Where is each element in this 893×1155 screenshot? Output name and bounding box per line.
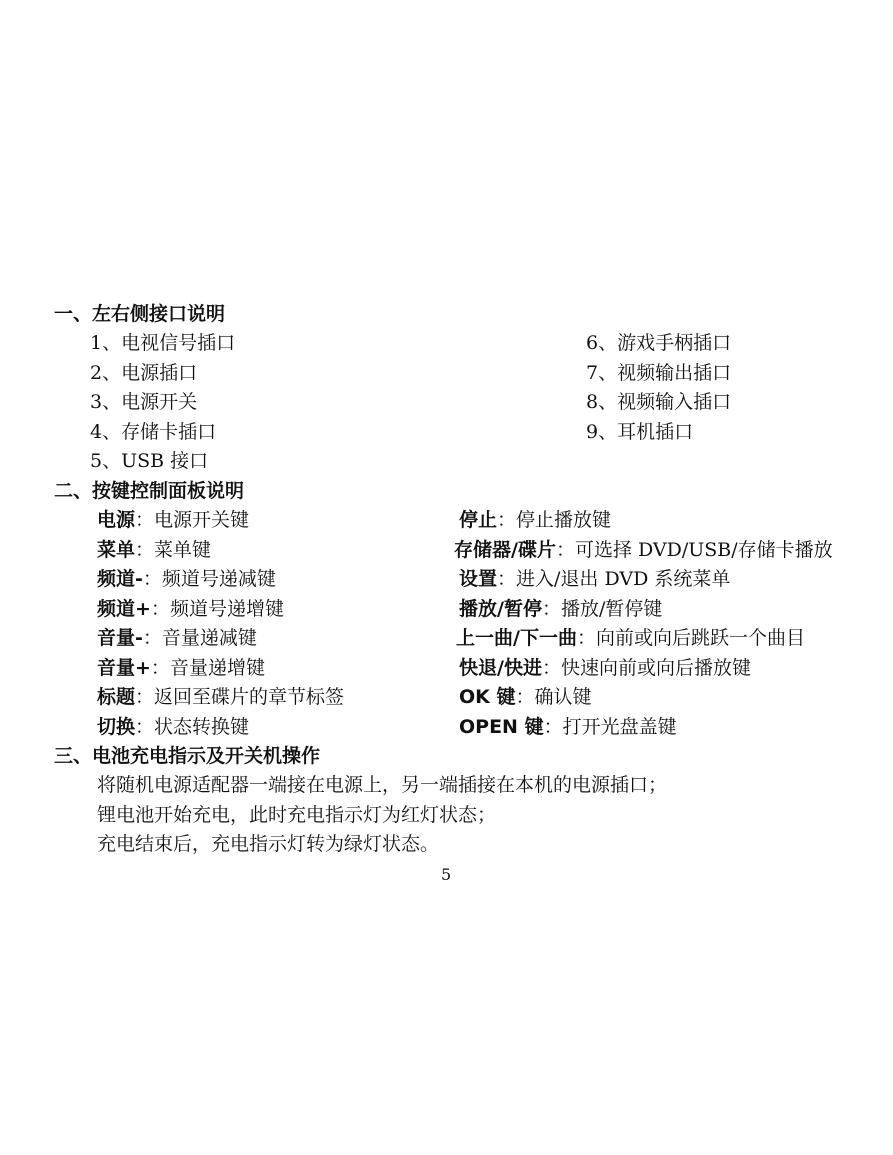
- key-label: 切换: [97, 716, 136, 738]
- port-item-9: 9、耳机插口: [586, 421, 694, 443]
- key-desc: 菜单键: [154, 539, 212, 561]
- port-item-6: 6、游戏手柄插口: [586, 332, 732, 354]
- key-label: OK 键: [459, 686, 516, 708]
- key-desc: 打开光盘盖键: [562, 716, 677, 738]
- key-label: 播放/暂停: [459, 598, 542, 620]
- key-desc: 返回至碟片的章节标签: [154, 686, 345, 708]
- key-sep: ：: [142, 627, 162, 649]
- key-sep: ：: [135, 539, 155, 561]
- charging-line-2: 锂电池开始充电，此时充电指示灯为红灯状态；: [97, 804, 497, 826]
- section3-heading: 三、电池充电指示及开关机操作: [54, 745, 321, 767]
- key-sep: ：: [541, 598, 561, 620]
- key-sep: ：: [150, 598, 170, 620]
- key-label: 电源: [97, 509, 136, 531]
- port-item-3: 3、电源开关: [90, 391, 198, 413]
- key-row: [459, 713, 677, 743]
- key-sep: ：: [142, 568, 162, 590]
- key-desc: 快速向前或向后播放键: [560, 657, 751, 679]
- key-row: [97, 595, 284, 625]
- page-number: 5: [441, 865, 452, 884]
- key-desc: 可选择 DVD/USB/存储卡播放: [574, 539, 833, 561]
- key-label: 标题: [97, 686, 136, 708]
- key-sep: ：: [543, 716, 563, 738]
- key-row: [459, 683, 592, 713]
- key-label: 频道-: [97, 568, 143, 590]
- key-row: [459, 595, 662, 625]
- key-desc: 频道号递减键: [161, 568, 276, 590]
- key-label: 菜单: [97, 539, 136, 561]
- key-sep: ：: [135, 716, 155, 738]
- port-item-1: 1、电视信号插口: [90, 332, 236, 354]
- key-desc: 状态转换键: [154, 716, 250, 738]
- key-desc: 停止播放键: [516, 509, 612, 531]
- key-sep: ：: [135, 509, 155, 531]
- key-sep: ：: [150, 657, 170, 679]
- key-row: [97, 536, 211, 566]
- key-row: [459, 565, 730, 595]
- key-desc: 进入/退出 DVD 系统菜单: [516, 568, 731, 590]
- port-item-5: 5、USB 接口: [90, 450, 209, 472]
- key-label: 音量-: [97, 627, 143, 649]
- key-label: 停止: [459, 509, 498, 531]
- key-row: [459, 654, 751, 684]
- key-desc: 音量递增键: [169, 657, 265, 679]
- key-label: 存储器/碟片: [454, 539, 556, 561]
- port-item-2: 2、电源插口: [90, 362, 198, 384]
- key-row: [459, 506, 611, 536]
- key-row: [97, 683, 344, 713]
- key-desc: 频道号递增键: [169, 598, 284, 620]
- key-desc: 电源开关键: [154, 509, 250, 531]
- key-row: [97, 624, 257, 654]
- key-label: 设置: [459, 568, 498, 590]
- port-item-4: 4、存储卡插口: [90, 421, 217, 443]
- section2-heading: 二、按键控制面板说明: [54, 480, 245, 502]
- key-row: [97, 565, 276, 595]
- key-row: [97, 713, 249, 743]
- key-sep: ：: [555, 539, 575, 561]
- key-sep: ：: [576, 627, 596, 649]
- key-row: [454, 536, 833, 566]
- key-sep: ：: [135, 686, 155, 708]
- key-desc: 音量递减键: [161, 627, 257, 649]
- key-label: 快退/快进: [459, 657, 542, 679]
- key-sep: ：: [497, 509, 517, 531]
- port-item-7: 7、视频输出插口: [586, 362, 732, 384]
- key-row: [97, 654, 265, 684]
- key-sep: ：: [497, 568, 517, 590]
- key-label: OPEN 键: [459, 716, 544, 738]
- key-row: [456, 624, 805, 654]
- key-row: [97, 506, 249, 536]
- port-item-8: 8、视频输入插口: [586, 391, 732, 413]
- key-label: 上一曲/下一曲: [456, 627, 577, 649]
- key-desc: 向前或向后跳跃一个曲目: [595, 627, 805, 649]
- section1-heading: 一、左右侧接口说明: [54, 303, 226, 325]
- key-sep: ：: [515, 686, 535, 708]
- key-desc: 确认键: [534, 686, 592, 708]
- charging-line-3: 充电结束后，充电指示灯转为绿灯状态。: [97, 833, 440, 855]
- charging-line-1: 将随机电源适配器一端接在电源上，另一端插接在本机的电源插口；: [97, 774, 668, 796]
- key-label: 音量+: [97, 657, 151, 679]
- key-label: 频道+: [97, 598, 151, 620]
- key-desc: 播放/暂停键: [560, 598, 663, 620]
- key-sep: ：: [541, 657, 561, 679]
